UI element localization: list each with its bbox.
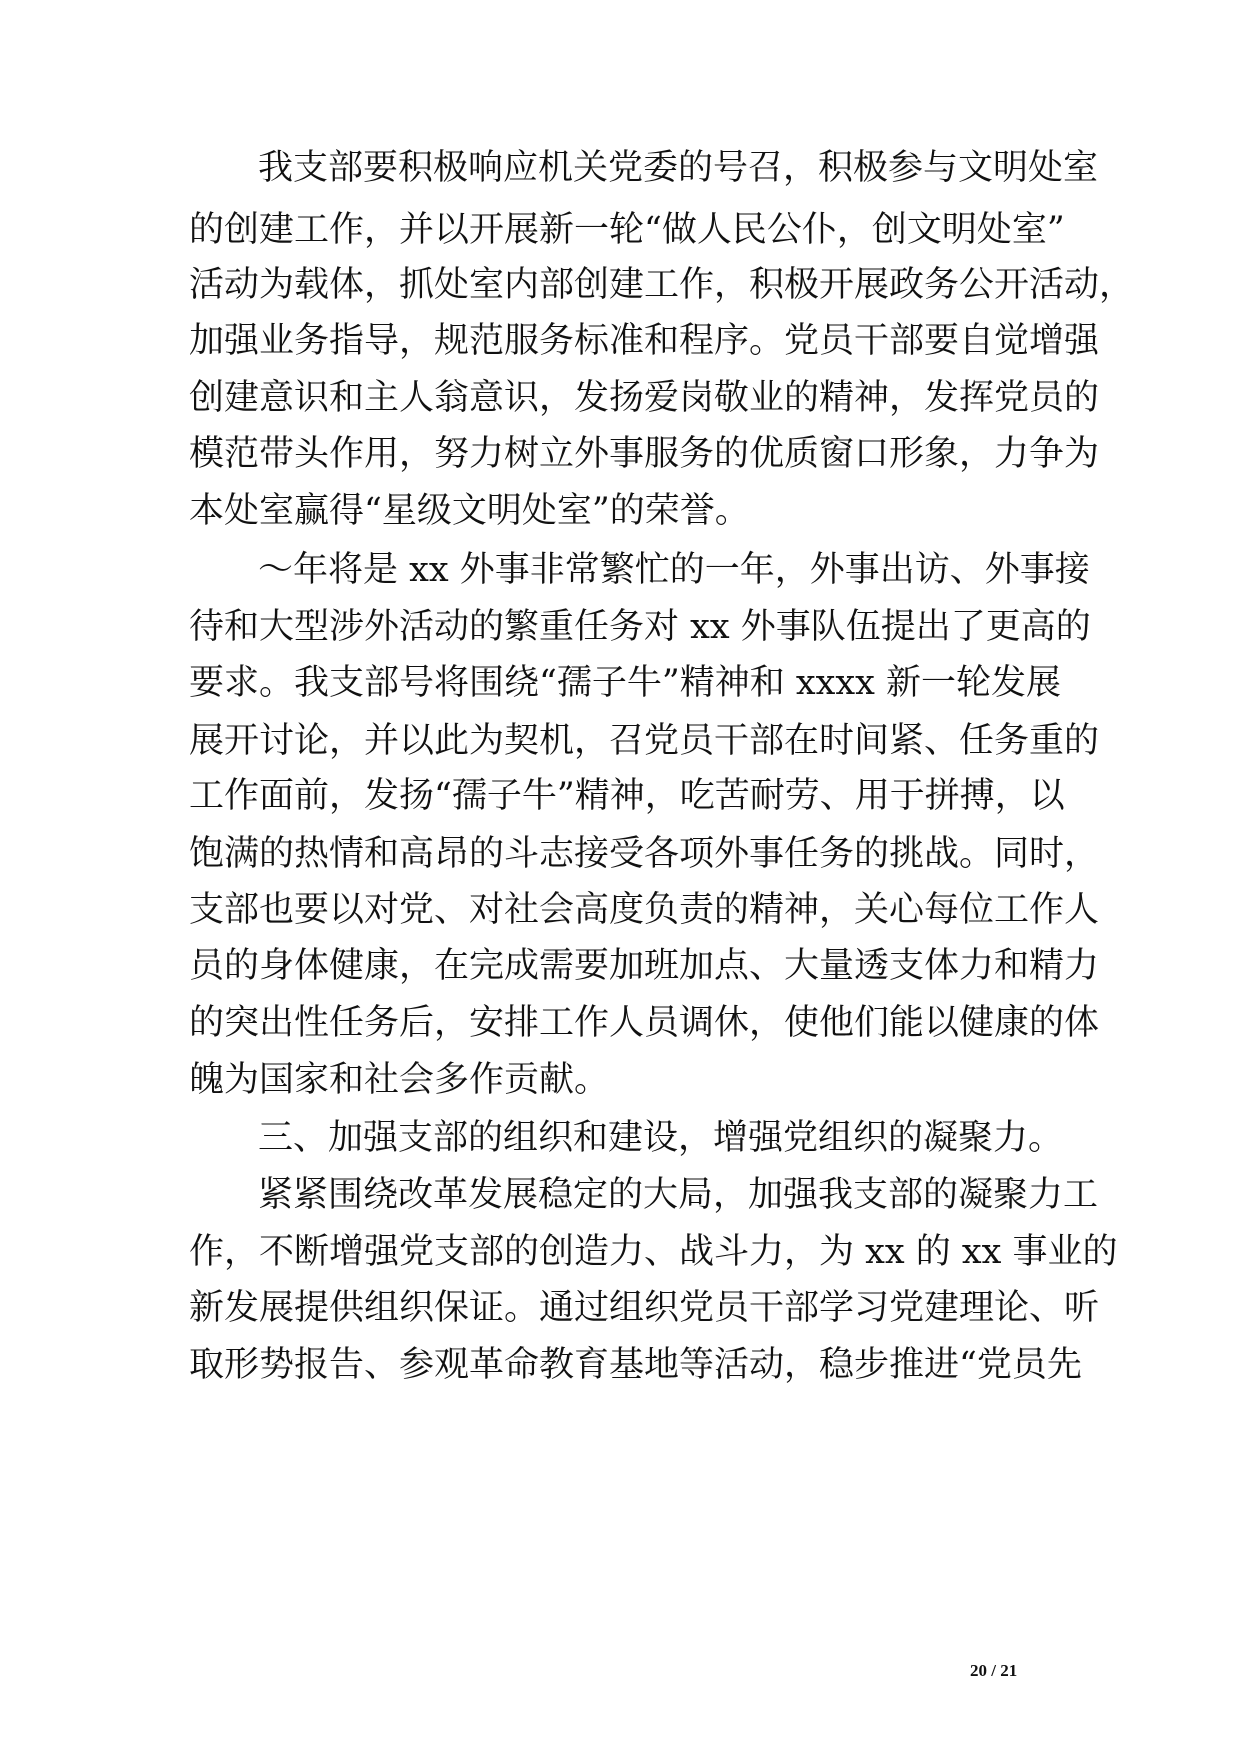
paragraph-1-line-7: 本处室赢得“星级文明处室”的荣誉。 bbox=[189, 491, 750, 531]
paragraph-1-line-5: 创建意识和主人翁意识，发扬爱岗敬业的精神，发挥党员的 bbox=[189, 378, 1100, 418]
paragraph-1-line-3: 活动为载体，抓处室内部创建工作，积极开展政务公开活动， bbox=[189, 265, 1135, 305]
paragraph-2-line-1: ～年将是 xx 外事非常繁忙的一年，外事出访、外事接 bbox=[258, 550, 1090, 590]
section-heading: 三、加强支部的组织和建设，增强党组织的凝聚力。 bbox=[258, 1118, 1064, 1158]
paragraph-1-line-2: 的创建工作，并以开展新一轮“做人民公仆，创文明处室” bbox=[189, 210, 1065, 250]
paragraph-1-line-4: 加强业务指导，规范服务标准和程序。党员干部要自觉增强 bbox=[189, 321, 1100, 361]
paragraph-2-line-10: 魄为国家和社会多作贡献。 bbox=[189, 1060, 610, 1100]
paragraph-4-line-1: 紧紧围绕改革发展稳定的大局，加强我支部的凝聚力工 bbox=[258, 1175, 1099, 1215]
paragraph-2-line-8: 员的身体健康，在完成需要加班加点、大量透支体力和精力 bbox=[189, 946, 1100, 986]
paragraph-4-line-4: 取形势报告、参观革命教育基地等活动，稳步推进“党员先 bbox=[189, 1345, 1082, 1385]
paragraph-1-line-1: 我支部要积极响应机关党委的号召，积极参与文明处室 bbox=[258, 148, 1099, 188]
paragraph-2-line-7: 支部也要以对党、对社会高度负责的精神，关心每位工作人 bbox=[189, 890, 1100, 930]
paragraph-2-line-2: 待和大型涉外活动的繁重任务对 xx 外事队伍提出了更高的 bbox=[189, 607, 1091, 647]
paragraph-2-line-6: 饱满的热情和高昂的斗志接受各项外事任务的挑战。同时， bbox=[189, 834, 1100, 874]
paragraph-4-line-2: 作，不断增强党支部的创造力、战斗力，为 xx 的 xx 事业的 bbox=[189, 1232, 1118, 1272]
paragraph-2-line-9: 的突出性任务后，安排工作人员调休，使他们能以健康的体 bbox=[189, 1003, 1100, 1043]
paragraph-2-line-4: 展开讨论，并以此为契机，召党员干部在时间紧、任务重的 bbox=[189, 721, 1100, 761]
paragraph-4-line-3: 新发展提供组织保证。通过组织党员干部学习党建理论、听 bbox=[189, 1288, 1100, 1328]
paragraph-2-line-5: 工作面前，发扬“孺子牛”精神，吃苦耐劳、用于拼搏，以 bbox=[189, 776, 1065, 816]
paragraph-2-line-3: 要求。我支部号将围绕“孺子牛”精神和 xxxx 新一轮发展 bbox=[189, 663, 1061, 703]
page-number: 20 / 21 bbox=[970, 1661, 1018, 1680]
paragraph-1-line-6: 模范带头作用，努力树立外事服务的优质窗口形象，力争为 bbox=[189, 434, 1100, 474]
